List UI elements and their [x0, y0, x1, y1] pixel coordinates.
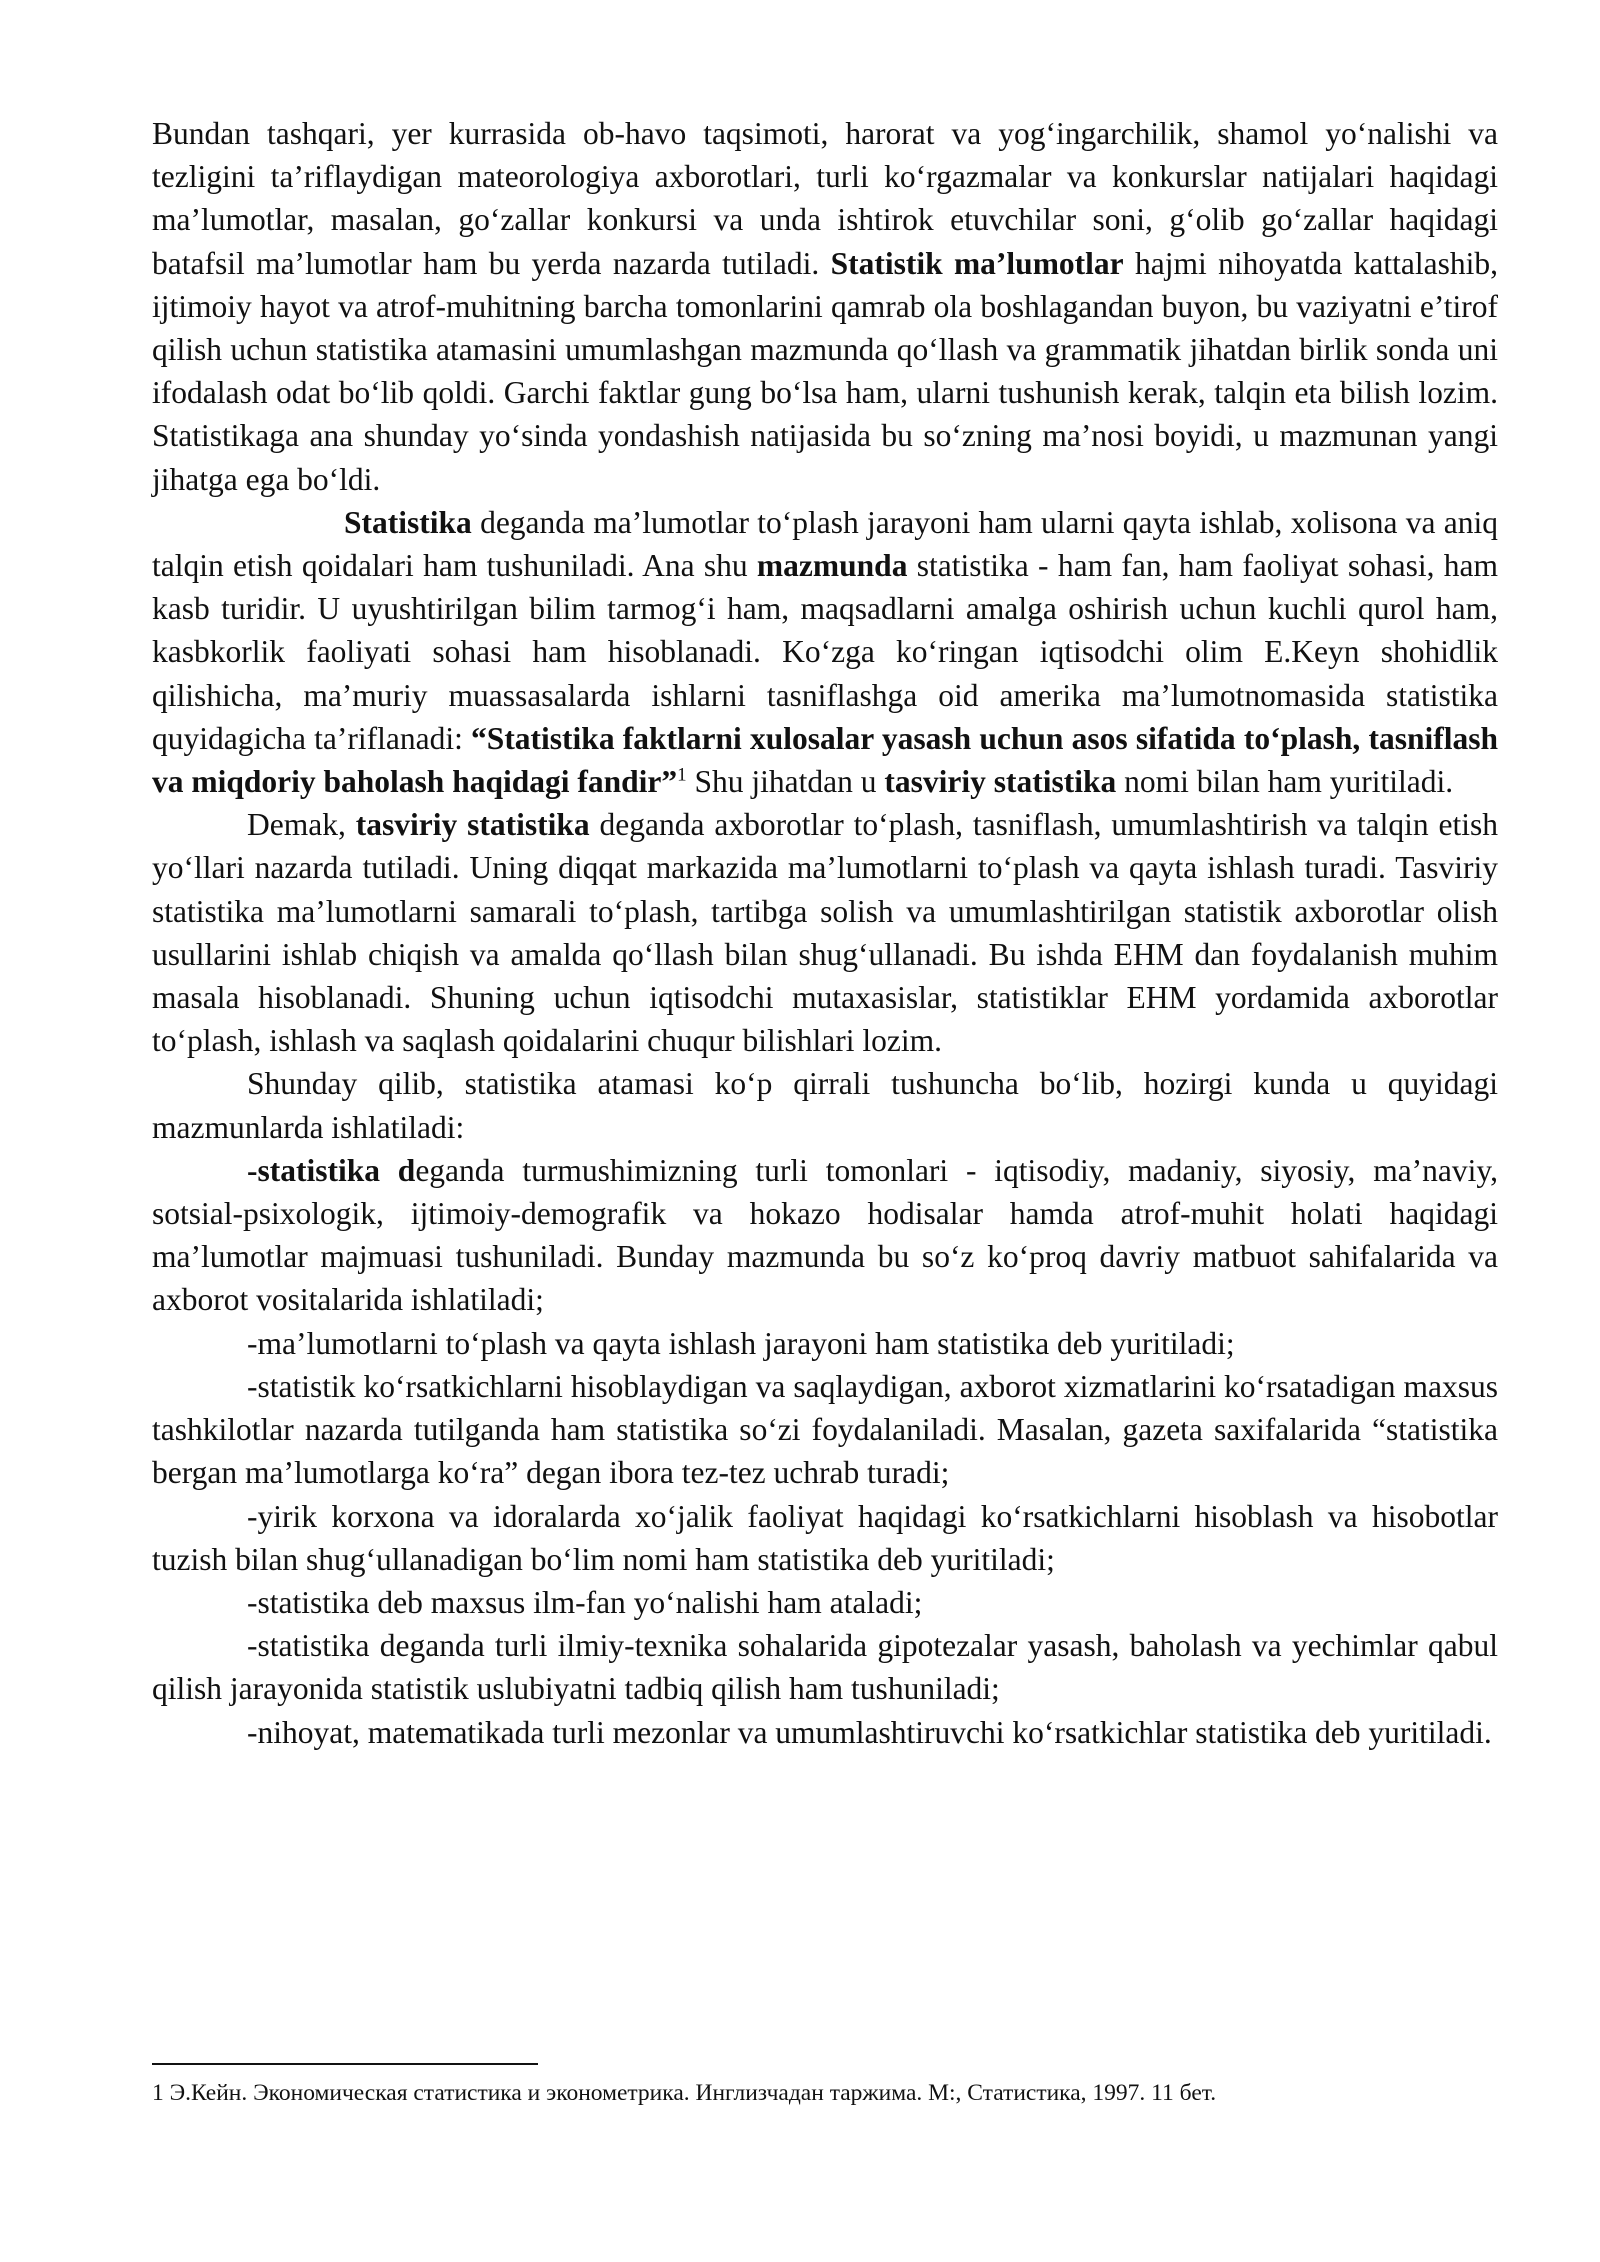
text-run: eganda turmushimizning turli tomonlari - iqtisodiy, madaniy, siyosiy, ma’naviy, sotsial-psixologik, ijtimoiy-demografik va hokazo hodisalar hamda atrof-muhit holati haqidagi ma’lumotlar majmuasi tushuniladi. Bunday mazmunda bu so‘z ko‘proq davriy matbuot sahifalarida va axborot vositalarida ishlatiladi; — [152, 1152, 1498, 1318]
paragraph-tasviriy-statistika — [152, 803, 1498, 1062]
list-item-3 — [152, 1365, 1498, 1495]
text-run: Shu jihatdan u — [686, 764, 885, 800]
text-run: -statistik ko‘rsatkichlarni hisoblaydigan va saqlaydigan, axborot xizmatlarini ko‘rsatadigan maxsus tashkilotlar nazarda tutilganda ham statistika so‘zi foydalaniladi. Masalan, gazeta saxifalarida “statistika bergan ma’lumotlarga ko‘ra” degan ibora tez-tez uchrab turadi; — [152, 1368, 1498, 1491]
text-run: nomi bilan ham yuritiladi. — [1116, 764, 1454, 800]
text-run: Shunday qilib, statistika atamasi ko‘p qirrali tushuncha bo‘lib, hozirgi kunda u quyidagi mazmunlarda ishlatiladi: — [152, 1066, 1498, 1145]
text-run: Bundan tashqari, yer kurrasida ob-havo taqsimoti, harorat va yog‘ingarchilik, shamol yo‘nalishi va tezligini ta’riflaydigan mateorologiya axborotlari, turli ko‘rgazmalar va konkurslar natijalari haqidagi ma’lumotlar, masalan, go‘zallar konkursi va unda ishtirok etuvchilar soni, g‘olib go‘zallar haqidagi batafsil ma’lumotlar ham bu yerda nazarda tutiladi. — [152, 116, 1498, 281]
footnote-separator — [152, 2063, 538, 2065]
text-run: -ma’lumotlarni to‘plash va qayta ishlash jarayoni ham statistika deb yuritiladi; — [247, 1325, 1235, 1361]
bold-term-statistika: Statistika — [344, 504, 472, 540]
text-run: -statistika deb maxsus ilm-fan yo‘nalishi ham ataladi; — [247, 1584, 923, 1620]
text-run: deganda ma’lumotlar to‘plash jarayoni ham ularni qayta ishlab, xolisona va aniq talqin etish qoidalari ham tushuniladi. Ana shu — [152, 504, 1498, 584]
text-run: statistika - ham fan, ham faoliyat sohasi, ham kasb turidir. U uyushtirilgan bilim tarmog‘i ham, maqsadlarni amalga oshirish uchun kuchli qurol ham, kasbkorlik faoliyati sohasi ham hisoblanadi. Ko‘zga ko‘ringan iqtisodchi olim E.Keyn shohidlik qilishicha, ma’muriy muassasalarda ishlarni tasniflashga oid amerika ma’lumotnomasida statistika quyidagicha ta’riflanadi: — [152, 548, 1498, 756]
list-item-5 — [152, 1581, 1498, 1624]
text-run: hajmi nihoyatda kattalashib, ijtimoiy hayot va atrof-muhitning barcha tomonlarini qamrab ola boshlagandan buyon, bu vaziyatni e’tirof qilish uchun statistika atamasini umumlashgan mazmunda qo‘llash va grammatik jihatdan birlik sonda uni ifodalash odat bo‘lib qoldi. Garchi faktlar gung bo‘lsa ham, ularni tushunish kerak, talqin eta bilish lozim. Statistikaga ana shunday yo‘sinda yondashish natijasida bu so‘zning ma’nosi boyidi, u mazmunan yangi jihatga ega bo‘ldi. — [152, 245, 1499, 497]
list-item-4 — [152, 1495, 1498, 1581]
footnote-text: 1 Э.Кейн. Экономическая статистика и эконометрика. Инглизчадан таржима. М:, Статистика, 1997. 11 бет. — [152, 2080, 1217, 2106]
text-run: Demak, — [247, 807, 356, 843]
text-run: -nihoyat, matematikada turli mezonlar va umumlashtiruvchi ko‘rsatkichlar statistika deb yuritiladi. — [247, 1714, 1492, 1750]
list-item-7 — [152, 1711, 1498, 1754]
bold-term-mazmunda: mazmunda — [756, 548, 908, 584]
paragraph-intro — [152, 112, 1498, 501]
bold-term-tasviriy-statistika: tasviriy statistika — [884, 764, 1117, 800]
text-run: -yirik korxona va idoralarda xo‘jalik faoliyat haqidagi ko‘rsatkichlarni hisoblash va hisobotlar tuzish bilan shug‘ullanadigan bo‘lim nomi ham statistika deb yuritiladi; — [152, 1498, 1498, 1577]
document-page — [152, 112, 1498, 1754]
footnote-marker[interactable]: 1 — [677, 764, 687, 786]
paragraph-usage-intro — [152, 1062, 1498, 1148]
bold-term-statistik-malumotlar: Statistik ma’lumotlar — [830, 245, 1124, 281]
bold-term-tasviriy-statistika: tasviriy statistika — [355, 807, 590, 843]
bold-term-statistika-d: -statistika d — [247, 1152, 416, 1188]
text-run: -statistika deganda turli ilmiy-texnika sohalarida gipotezalar yasash, baholash va yechimlar qabul qilish jarayonida statistik uslubiyatni tadbiq qilish ham tushuniladi; — [152, 1628, 1498, 1707]
list-item-2 — [152, 1322, 1498, 1365]
bold-quote-definition: “Statistika faktlarni xulosalar yasash uchun asos sifatida to‘plash, tasniflash va miqdoriy baholash haqidagi fandir” — [152, 720, 1498, 800]
paragraph-statistika-definition — [152, 501, 1498, 803]
text-run: deganda axborotlar to‘plash, tasniflash, umumlashtirish va talqin etish yo‘llari nazarda tutiladi. Uning diqqat markazida ma’lumotlarni to‘plash va qayta ishlash turadi. Tasviriy statistika ma’lumotlarni samarali to‘plash, tartibga solish va umumlashtirilgan statistik axborotlar olish usullarini ishlab chiqish va amalda qo‘llash bilan shug‘ullanadi. Bu ishda EHM dan foydalanish muhim masala hisoblanadi. Shuning uchun iqtisodchi mutaxasislar, statistiklar EHM yordamida axborotlar to‘plash, ishlash va saqlash qoidalarini chuqur bilishlari lozim. — [152, 807, 1499, 1059]
list-item-1 — [152, 1149, 1498, 1322]
list-item-6 — [152, 1624, 1498, 1710]
